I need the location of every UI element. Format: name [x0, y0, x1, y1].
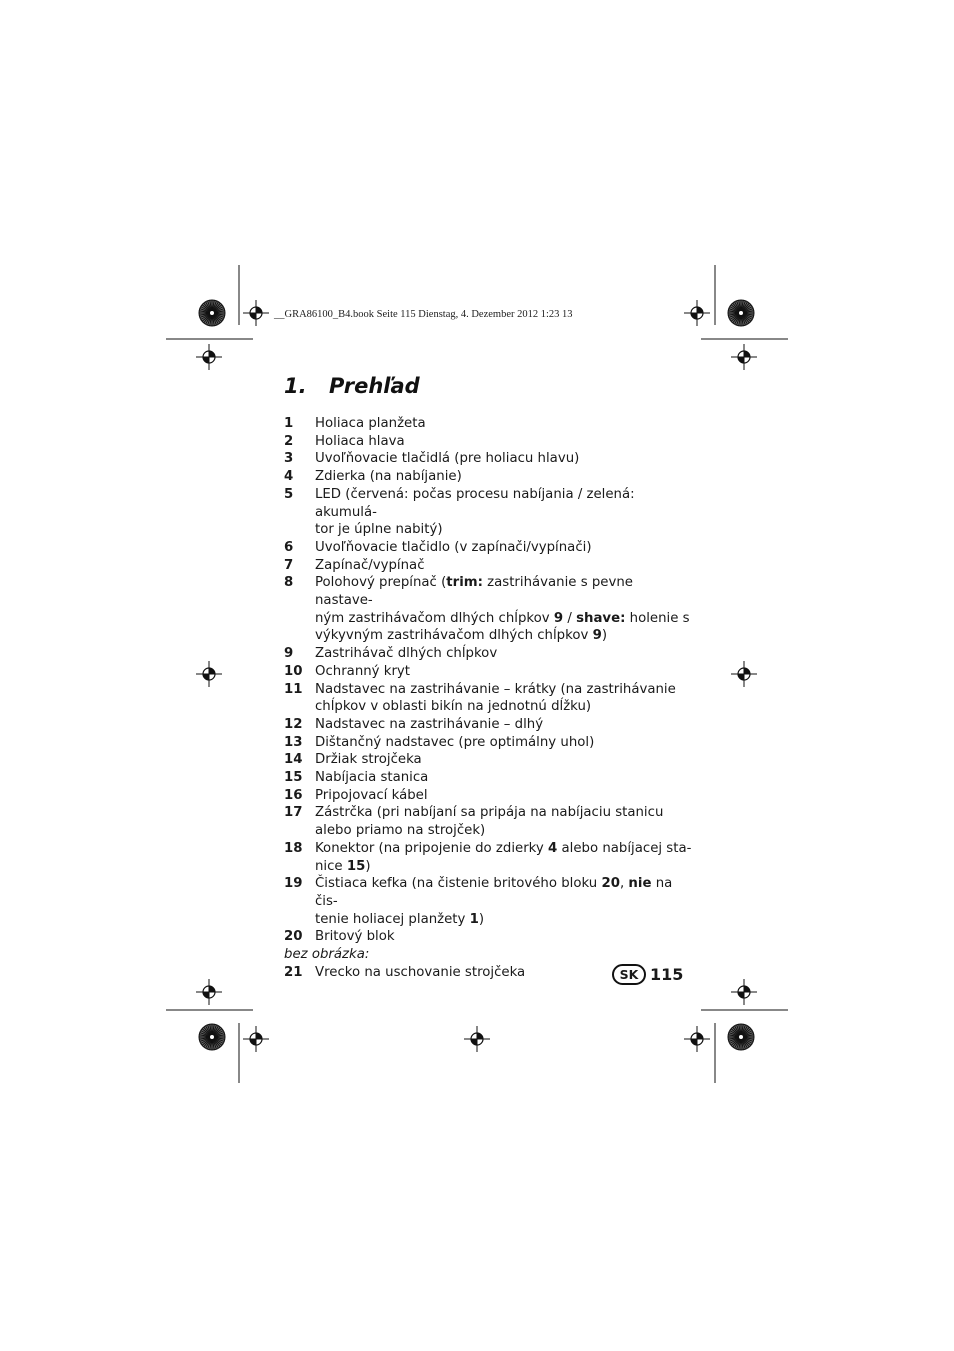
item-number: 17 — [284, 805, 303, 821]
bold-reference: 1 — [469, 911, 479, 927]
text-segment: holenie s — [625, 610, 690, 626]
text-segment: , — [619, 876, 629, 892]
bold-reference: 9 — [553, 610, 564, 626]
registration-target-quadrant — [744, 351, 750, 357]
registration-target-quadrant — [250, 313, 256, 319]
registration-target-quadrant — [738, 992, 744, 998]
text-segment: Konektor (na pripojenie do zdierky — [315, 840, 549, 856]
bold-reference: 20 — [601, 876, 620, 892]
sunburst-center — [210, 311, 214, 315]
item-number: 1 — [284, 416, 294, 431]
text-segment: Nabíjacia stanica — [315, 770, 429, 786]
text-segment: zastrihávanie s pevne nastave- — [315, 575, 633, 609]
bold-reference: nie — [628, 876, 652, 892]
text-segment: Pripojovací kábel — [315, 787, 428, 803]
bold-reference: shave: — [576, 610, 626, 626]
item-number: 18 — [284, 840, 303, 856]
text-segment: Britový blok — [315, 929, 395, 945]
registration-target-quadrant — [744, 668, 750, 674]
bold-reference: 15 — [346, 858, 366, 874]
registration-target-quadrant — [203, 674, 209, 680]
text-segment: Holiaca planžeta — [315, 416, 426, 431]
sunburst-center — [210, 1035, 214, 1039]
text-segment: Polohový prepínač ( — [315, 575, 447, 591]
text-segment: Vrecko na uschovanie strojčeka — [315, 964, 526, 980]
section-number: 1. — [284, 374, 307, 398]
item-number: 2 — [284, 433, 294, 449]
file-info-note: __GRA86100_B4.book Seite 115 Dienstag, 4. Dezember 2012 1:23 13 — [274, 309, 573, 320]
registration-target-quadrant — [691, 313, 697, 319]
item-number: 12 — [284, 716, 303, 732]
text-segment: Uvoľňovacie tlačidlo (v zapínači/vypínači) — [315, 539, 592, 555]
item-number: 3 — [284, 451, 294, 467]
registration-target-quadrant — [209, 351, 215, 357]
registration-target-quadrant — [209, 668, 215, 674]
text-segment: / — [563, 610, 577, 626]
text-segment: na čis- — [315, 876, 673, 909]
text-segment: chĺpkov v oblasti bikín na jednotnú dĺžku) — [315, 699, 592, 715]
text-segment: ) — [365, 858, 371, 874]
item-number: 5 — [284, 486, 294, 502]
text-segment: Zástrčka (pri nabíjaní sa pripája na nabíjaciu stanicu — [315, 805, 664, 821]
registration-target-quadrant — [744, 986, 750, 992]
text-segment: LED (červená: počas procesu nabíjania / zelená: akumulá- — [315, 486, 635, 520]
text-segment: alebo nabíjacej sta- — [557, 840, 692, 856]
registration-target-quadrant — [738, 357, 744, 363]
registration-target-quadrant — [250, 1039, 256, 1045]
text-segment: Zastrihávač dlhých chĺpkov — [315, 646, 498, 662]
item-number: 9 — [284, 646, 294, 662]
text-segment: Držiak strojčeka — [315, 752, 422, 768]
text-segment: výkyvným zastrihávačom dlhých chĺpkov — [315, 628, 593, 644]
text-segment: Dištančný nadstavec (pre optimálny uhol) — [315, 734, 595, 750]
registration-target-quadrant — [209, 986, 215, 992]
item-number: 6 — [284, 539, 294, 555]
item-number: 21 — [284, 964, 303, 980]
bold-reference: trim: — [446, 575, 483, 591]
item-number: 8 — [284, 575, 294, 591]
text-segment: Holiaca hlava — [315, 433, 405, 449]
bold-reference: 9 — [592, 628, 602, 644]
item-number: 14 — [284, 752, 303, 768]
item-number: 13 — [284, 734, 303, 750]
item-number: 16 — [284, 787, 303, 803]
text-segment: Uvoľňovacie tlačidlá (pre holiacu hlavu) — [315, 451, 580, 467]
page-number: 115 — [650, 965, 684, 984]
text-segment: ) — [601, 628, 608, 644]
text-segment: tor je úplne nabitý) — [315, 522, 443, 538]
text-segment: nice — [315, 858, 347, 874]
text-segment: Zdierka (na nabíjanie) — [315, 469, 462, 485]
text-segment: Zapínač/vypínač — [315, 557, 425, 573]
item-number: 7 — [284, 557, 294, 573]
text-segment: alebo priamo na strojček) — [315, 823, 486, 839]
item-number: 20 — [284, 929, 303, 945]
registration-target-quadrant — [738, 674, 744, 680]
text-segment: Čistiaca kefka (na čistenie britového bloku — [315, 876, 602, 892]
text-segment: tenie holiacej planžety — [315, 911, 470, 927]
item-number: 15 — [284, 770, 303, 786]
registration-target-quadrant — [203, 357, 209, 363]
text-segment: bez obrázka: — [284, 947, 370, 963]
sunburst-center — [739, 311, 743, 315]
text-segment: Ochranný kryt — [315, 663, 411, 679]
item-number: 4 — [284, 469, 294, 485]
sunburst-center — [739, 1035, 743, 1039]
section-title: Prehľad — [329, 374, 420, 398]
registration-target-quadrant — [256, 1033, 262, 1039]
registration-target-quadrant — [203, 992, 209, 998]
registration-target-quadrant — [477, 1033, 483, 1039]
language-badge: SK — [612, 964, 646, 985]
item-number: 19 — [284, 876, 303, 892]
item-number: 10 — [284, 663, 303, 679]
registration-target-quadrant — [697, 1033, 703, 1039]
bold-reference: 4 — [548, 840, 558, 856]
registration-target-quadrant — [471, 1039, 477, 1045]
registration-target-quadrant — [697, 307, 703, 313]
text-segment: Nadstavec na zastrihávanie – dlhý — [315, 716, 544, 732]
text-segment: ným zastrihávačom dlhých chĺpkov — [315, 610, 554, 626]
text-segment: ) — [478, 911, 485, 927]
registration-target-quadrant — [691, 1039, 697, 1045]
text-segment: Nadstavec na zastrihávanie – krátky (na zastrihávanie — [315, 681, 676, 697]
item-number: 11 — [284, 681, 303, 697]
registration-target-quadrant — [256, 307, 262, 313]
